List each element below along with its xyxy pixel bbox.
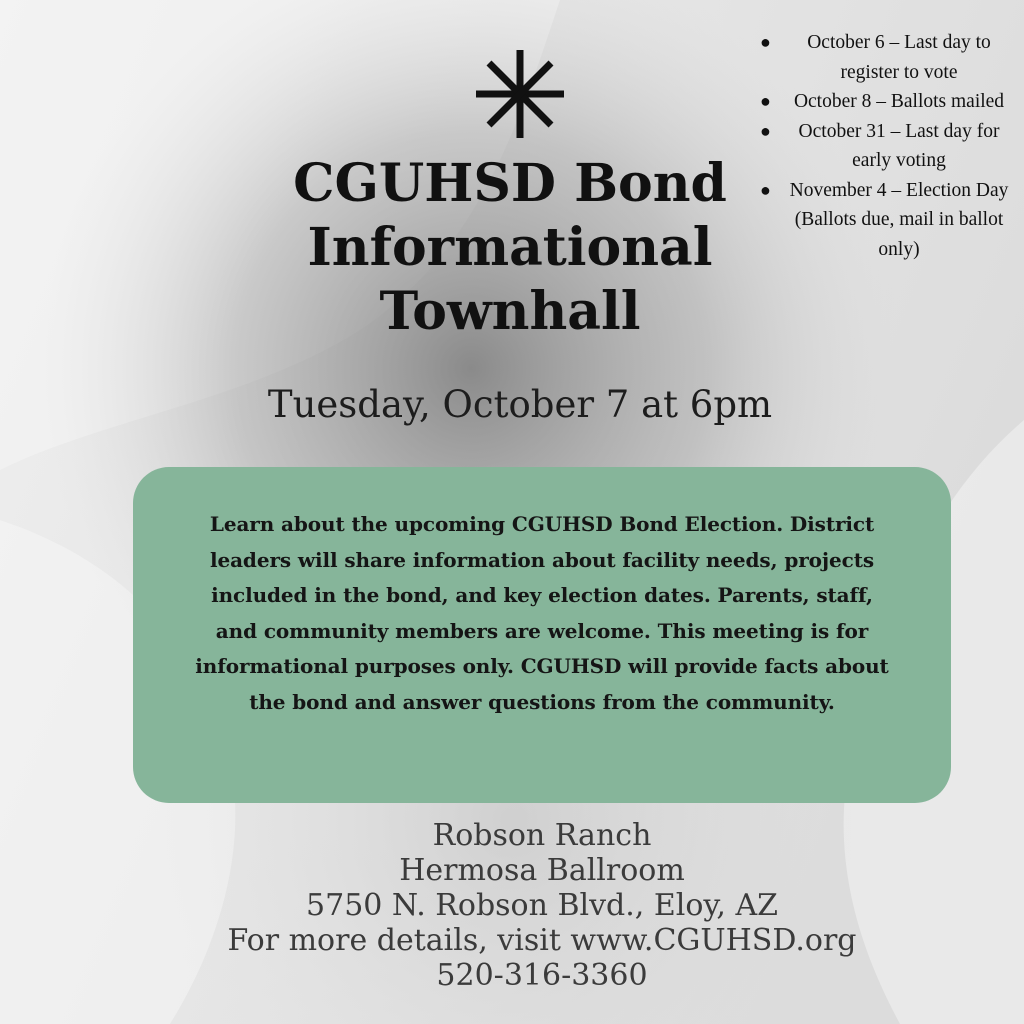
event-title [180,152,840,344]
bullet-icon: ● [760,91,771,111]
key-date-item [756,176,1020,265]
key-date-text: November 4 – Election Day (Ballots due, mail in ballot only) [789,179,1009,260]
key-date-item [756,28,1020,87]
street-address: 5750 N. Robson Blvd., Eloy, AZ [306,888,778,923]
key-date-item [756,87,1020,117]
event-title-line: Townhall [379,281,641,342]
key-date-text: October 6 – Last day to register to vote [807,32,991,83]
room-name: Hermosa Ballroom [399,853,685,888]
venue-name: Robson Ranch [432,818,652,853]
key-dates-list [756,28,1020,264]
description-card [133,467,951,803]
key-date-text: October 8 – Ballots mailed [793,91,1005,112]
location-block [130,818,954,993]
event-description: Learn about the upcoming CGUHSD Bond Election. District leaders will share information about facility needs, projects included in the bond, and key election dates. Parents, staff, and community members are welcome. This meeting is for informational purposes only. CGUHSD will provide facts about the bond and answer questions from the community. [195,512,889,714]
bullet-icon: ● [760,179,771,200]
event-date-time: Tuesday, October 7 at 6pm [267,383,773,426]
bullet-icon: ● [760,120,771,141]
event-title-line: CGUHSD Bond [293,153,727,214]
phone-number: 520-316-3360 [436,958,648,993]
details-website: For more details, visit www.CGUHSD.org [227,923,857,958]
key-date-item [756,117,1020,176]
asterisk-icon [472,46,568,142]
key-date-text: October 31 – Last day for early voting [798,120,1000,171]
bullet-icon: ● [760,32,771,52]
event-title-line: Informational [307,217,713,278]
